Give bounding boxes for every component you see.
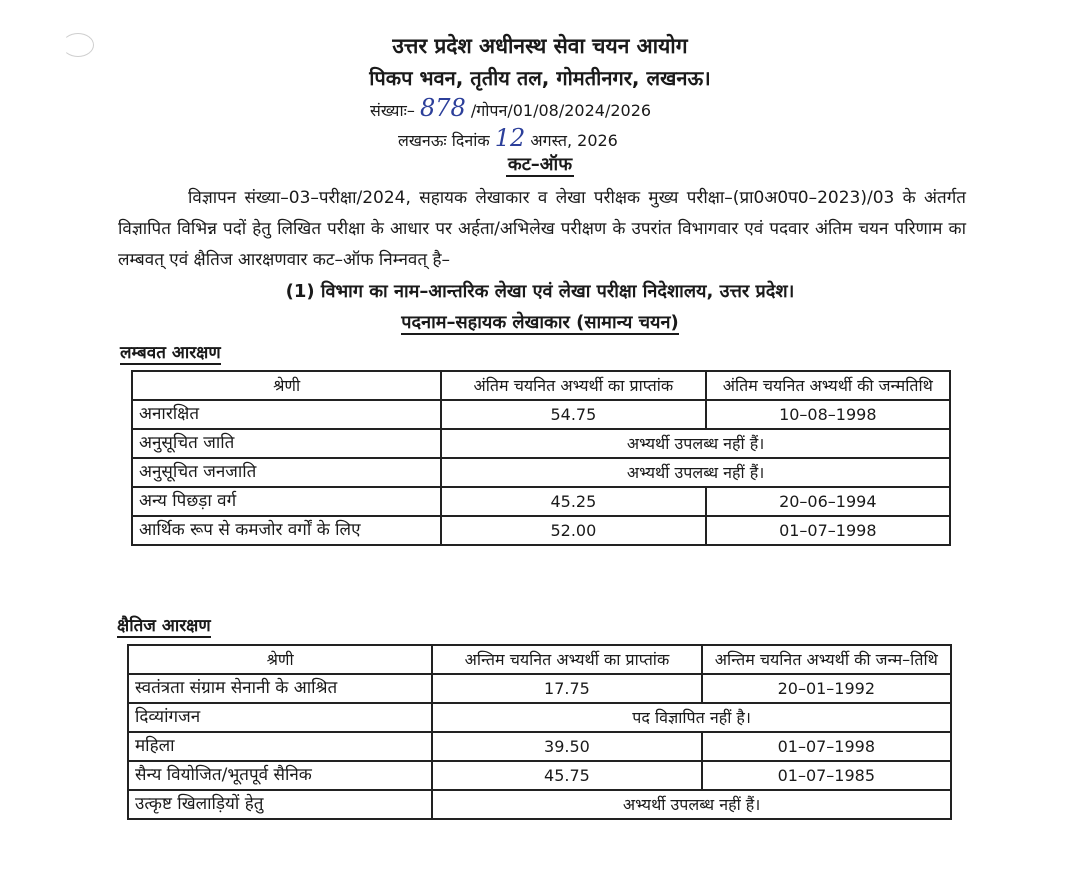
score-cell: 54.75 xyxy=(441,400,705,429)
cutoff-title: कट–ऑफ xyxy=(507,154,573,175)
table-row xyxy=(132,458,950,487)
ref-suffix: /गोपन/01/08/2024/2026 xyxy=(470,101,652,120)
date-line xyxy=(398,124,618,152)
dob-cell: 01–07–1998 xyxy=(702,732,951,761)
table-row xyxy=(128,790,951,819)
category-cell: अनुसूचित जनजाति xyxy=(132,458,441,487)
post-title: पदनाम–सहायक लेखाकार (सामान्य चयन) xyxy=(401,312,679,333)
score-cell: 17.75 xyxy=(432,674,701,703)
not-available-cell: अभ्यर्थी उपलब्ध नहीं हैं। xyxy=(432,790,951,819)
intro-paragraph: विज्ञापन संख्या–03–परीक्षा/2024, सहायक लेखाकार व लेखा परीक्षक मुख्य परीक्षा–(प्रा0अ0प0–2023)/03 के अंतर्गत विज्ञापित विभिन्न पदों हेतु लिखित परीक्षा के आधार पर अर्हता/अभिलेख परीक्षण के उपरांत विभागवार एवं पदवार अंतिम चयन परिणाम का लम्बवत् एवं क्षैतिज आरक्षणवार कट–ऑफ निम्नवत् है– xyxy=(118,188,966,270)
ref-prefix: संख्याः– xyxy=(370,101,415,120)
table-row xyxy=(128,674,951,703)
horizontal-reservation-table xyxy=(127,644,952,820)
category-cell: सैन्य वियोजित/भूतपूर्व सैनिक xyxy=(128,761,432,790)
reference-line xyxy=(370,94,651,122)
table-row xyxy=(132,487,950,516)
post-name xyxy=(0,310,1080,334)
not-available-cell: अभ्यर्थी उपलब्ध नहीं हैं। xyxy=(441,429,950,458)
not-advertised-cell: पद विज्ञापित नहीं है। xyxy=(432,703,951,732)
score-cell: 45.75 xyxy=(432,761,701,790)
document-title xyxy=(0,152,1080,176)
dob-cell: 01–07–1985 xyxy=(702,761,951,790)
dob-cell: 20–01–1992 xyxy=(702,674,951,703)
date-prefix: लखनऊः दिनांक xyxy=(398,131,490,150)
org-address: पिकप भवन, तृतीय तल, गोमतीनगर, लखनऊ। xyxy=(369,66,711,90)
table-row xyxy=(132,429,950,458)
date-suffix: अगस्त, 2026 xyxy=(530,131,618,150)
table-row xyxy=(128,703,951,732)
table-row xyxy=(132,400,950,429)
department-name: (1) विभाग का नाम–आन्तरिक लेखा एवं लेखा परीक्षा निदेशालय, उत्तर प्रदेश। xyxy=(285,281,795,302)
dob-cell: 01–07–1998 xyxy=(706,516,950,545)
dob-cell: 20–06–1994 xyxy=(706,487,950,516)
column-header: अन्तिम चयनित अभ्यर्थी की जन्म–तिथि xyxy=(702,645,951,674)
category-cell: उत्कृष्ट खिलाड़ियों हेतु xyxy=(128,790,432,819)
category-cell: आर्थिक रूप से कमजोर वर्गों के लिए xyxy=(132,516,441,545)
table-row xyxy=(128,732,951,761)
category-cell: अनारक्षित xyxy=(132,400,441,429)
score-cell: 52.00 xyxy=(441,516,705,545)
score-cell: 39.50 xyxy=(432,732,701,761)
category-cell: अनुसूचित जाति xyxy=(132,429,441,458)
column-header: अन्तिम चयनित अभ्यर्थी का प्राप्तांक xyxy=(432,645,701,674)
table-row xyxy=(132,516,950,545)
column-header: अंतिम चयनित अभ्यर्थी का प्राप्तांक xyxy=(441,371,705,400)
column-header: श्रेणी xyxy=(132,371,441,400)
category-cell: महिला xyxy=(128,732,432,761)
column-header: अंतिम चयनित अभ्यर्थी की जन्मतिथि xyxy=(706,371,950,400)
ref-number-handwritten: 878 xyxy=(419,94,466,122)
vertical-reservation-table xyxy=(131,370,951,546)
org-name: उत्तर प्रदेश अधीनस्थ सेवा चयन आयोग xyxy=(392,34,688,58)
horizontal-reservation-heading: क्षैतिज आरक्षण xyxy=(117,613,211,638)
table-header-row xyxy=(132,371,950,400)
category-cell: दिव्यांगजन xyxy=(128,703,432,732)
not-available-cell: अभ्यर्थी उपलब्ध नहीं हैं। xyxy=(441,458,950,487)
table-row xyxy=(128,761,951,790)
column-header: श्रेणी xyxy=(128,645,432,674)
date-day-handwritten: 12 xyxy=(494,124,526,152)
vertical-reservation-heading: लम्बवत आरक्षण xyxy=(120,340,221,365)
score-cell: 45.25 xyxy=(441,487,705,516)
category-cell: अन्य पिछड़ा वर्ग xyxy=(132,487,441,516)
table-header-row xyxy=(128,645,951,674)
category-cell: स्वतंत्रता संग्राम सेनानी के आश्रित xyxy=(128,674,432,703)
dob-cell: 10–08–1998 xyxy=(706,400,950,429)
